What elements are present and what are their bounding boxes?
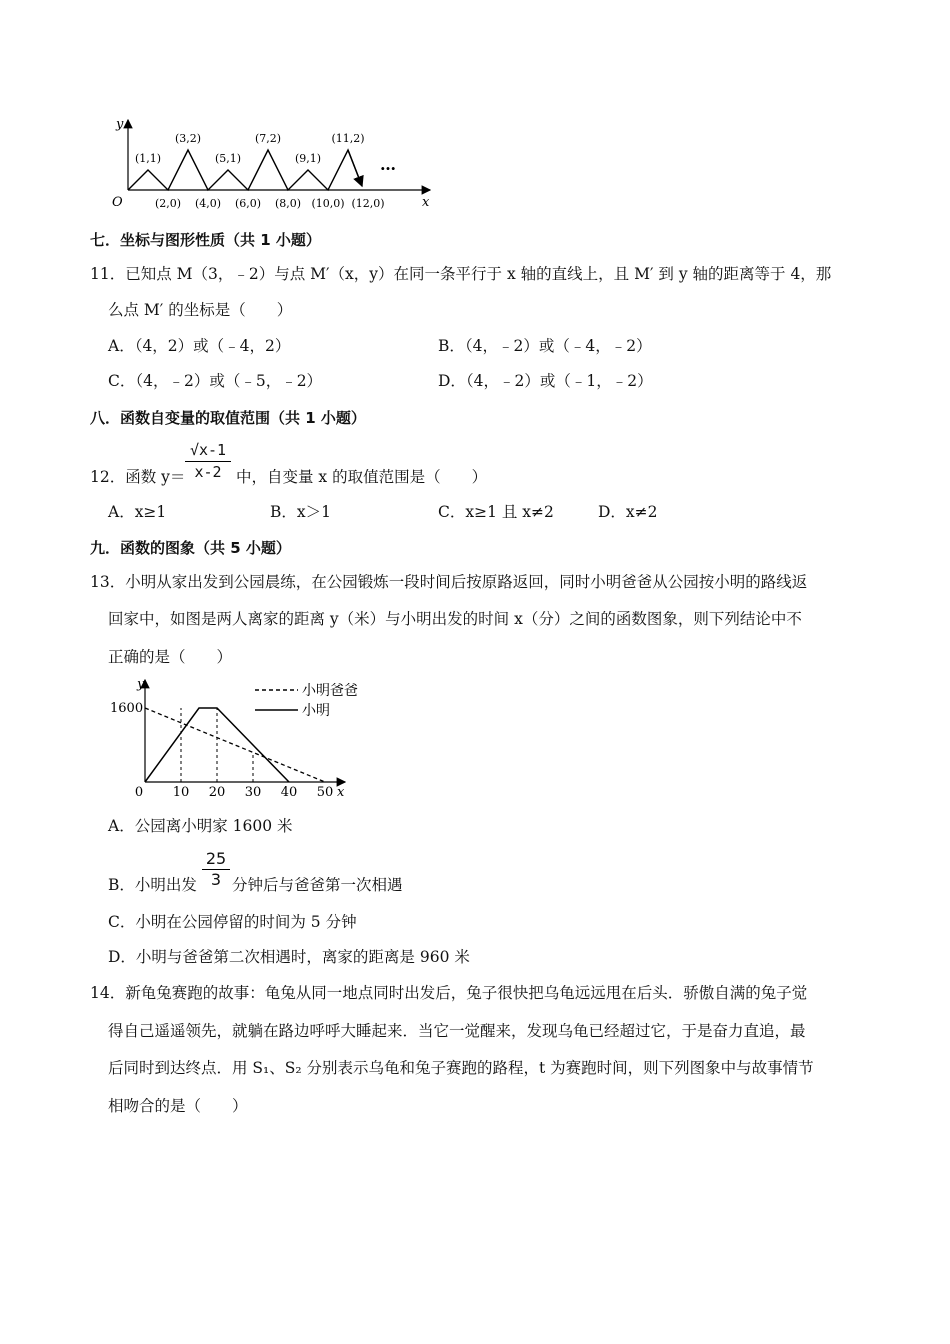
peak-label: (1,1)	[134, 152, 162, 165]
q14-line2: 得自己遥遥领先，就躺在路边呼呼大睡起来．当它一觉醒来，发现乌龟已经超过它，于是奋力直追，最	[108, 1022, 806, 1040]
q12-numerator: √x-1	[189, 441, 227, 459]
axis-point-label: (4,0)	[194, 197, 222, 210]
chart-y-tick-label: 1600	[110, 701, 144, 716]
x-axis-label: x	[422, 195, 430, 210]
chart-x-tick-label: 50	[316, 785, 334, 800]
q12-option-d[interactable]: D．x≠2	[598, 503, 658, 521]
chart-x-tick-label: 10	[172, 785, 190, 800]
q13-fraction-denominator: 3	[210, 870, 222, 889]
q13-option-d[interactable]: D．小明与爸爸第二次相遇时，离家的距离是 960 米	[108, 948, 470, 966]
q13-line3: 正确的是（ ）	[108, 648, 233, 666]
q12-option-b[interactable]: B．x＞1	[270, 503, 331, 521]
peak-label: (5,1)	[214, 152, 242, 165]
q13-option-b-suffix[interactable]: 分钟后与爸爸第一次相遇	[232, 876, 403, 894]
q13-option-b-prefix[interactable]: B．小明出发	[108, 876, 197, 894]
distance-time-chart	[100, 672, 390, 804]
ellipsis: …	[380, 155, 396, 174]
legend-label: 小明爸爸	[302, 683, 358, 699]
peak-label: (9,1)	[294, 152, 322, 165]
q12-fraction	[185, 440, 231, 481]
q11-line2: 么点 M′ 的坐标是（ ）	[108, 301, 293, 319]
q14-line3: 后同时到达终点．用 S₁、S₂ 分别表示乌龟和兔子赛跑的路程，t 为赛跑时间，则下列图象中与故事情节	[108, 1059, 814, 1077]
section-8-title: 八．函数自变量的取值范围（共 1 小题）	[90, 409, 366, 427]
axis-point-label: (6,0)	[234, 197, 262, 210]
zigzag-path	[128, 150, 362, 190]
q12-denominator: x-2	[194, 463, 222, 481]
peak-label: (11,2)	[331, 132, 365, 145]
q13-option-c[interactable]: C．小明在公园停留的时间为 5 分钟	[108, 913, 357, 931]
q12-prefix: 12．函数 y＝	[90, 468, 186, 486]
q11-option-c[interactable]: C．（4，﹣2）或（﹣5，﹣2）	[108, 372, 323, 390]
q11-line1: 11．已知点 M（3，﹣2）与点 M′（x，y）在同一条平行于 x 轴的直线上，且 M′ 到 y 轴的距离等于 4，那	[90, 265, 832, 283]
q13-option-a[interactable]: A．公园离小明家 1600 米	[108, 817, 293, 835]
chart-x-tick-label: 0	[134, 785, 144, 800]
origin-label: O	[112, 195, 123, 210]
q11-option-d[interactable]: D．（4，﹣2）或（﹣1，﹣2）	[438, 372, 653, 390]
path-arrow	[348, 150, 362, 186]
q14-line4: 相吻合的是（ ）	[108, 1097, 248, 1115]
chart-x-label: x	[337, 785, 345, 800]
q13-line2: 回家中，如图是两人离家的距离 y（米）与小明出发的时间 x（分）之间的函数图象，则下列结论中不	[108, 610, 802, 628]
section-9-title: 九．函数的图象（共 5 小题）	[90, 539, 291, 557]
axis-point-label: (2,0)	[154, 197, 182, 210]
chart-y-label: y	[137, 677, 145, 692]
q11-option-a[interactable]: A．（4，2）或（﹣4，2）	[108, 337, 291, 355]
q13-fraction-numerator: 25	[205, 849, 227, 868]
peak-label: (7,2)	[254, 132, 282, 145]
zigzag-figure	[100, 112, 440, 212]
axis-point-label: (8,0)	[274, 197, 302, 210]
q12-option-a[interactable]: A．x≥1	[108, 503, 167, 521]
fraction-bar	[185, 461, 231, 462]
q12-suffix: 中，自变量 x 的取值范围是（ ）	[236, 468, 488, 486]
q14-line1: 14．新龟兔赛跑的故事：龟兔从同一地点同时出发后，兔子很快把乌龟远远甩在后头．骄傲自满的兔子觉	[90, 984, 808, 1002]
y-axis-label: y	[116, 117, 124, 132]
q13-line1: 13．小明从家出发到公园晨练，在公园锻炼一段时间后按原路返回，同时小明爸爸从公园按小明的路线返	[90, 573, 808, 591]
chart-x-tick-label: 40	[280, 785, 298, 800]
axis-point-label: (12,0)	[351, 197, 385, 210]
section-7-title: 七．坐标与图形性质（共 1 小题）	[90, 231, 321, 249]
q12-option-c[interactable]: C．x≥1 且 x≠2	[438, 503, 554, 521]
axis-point-label: (10,0)	[311, 197, 345, 210]
peak-label: (3,2)	[174, 132, 202, 145]
chart-x-tick-label: 30	[244, 785, 262, 800]
q11-option-b[interactable]: B．（4，﹣2）或（﹣4，﹣2）	[438, 337, 652, 355]
legend-label: 小明	[302, 703, 330, 719]
chart-x-tick-label: 20	[208, 785, 226, 800]
q13-option-b-fraction	[202, 849, 230, 889]
